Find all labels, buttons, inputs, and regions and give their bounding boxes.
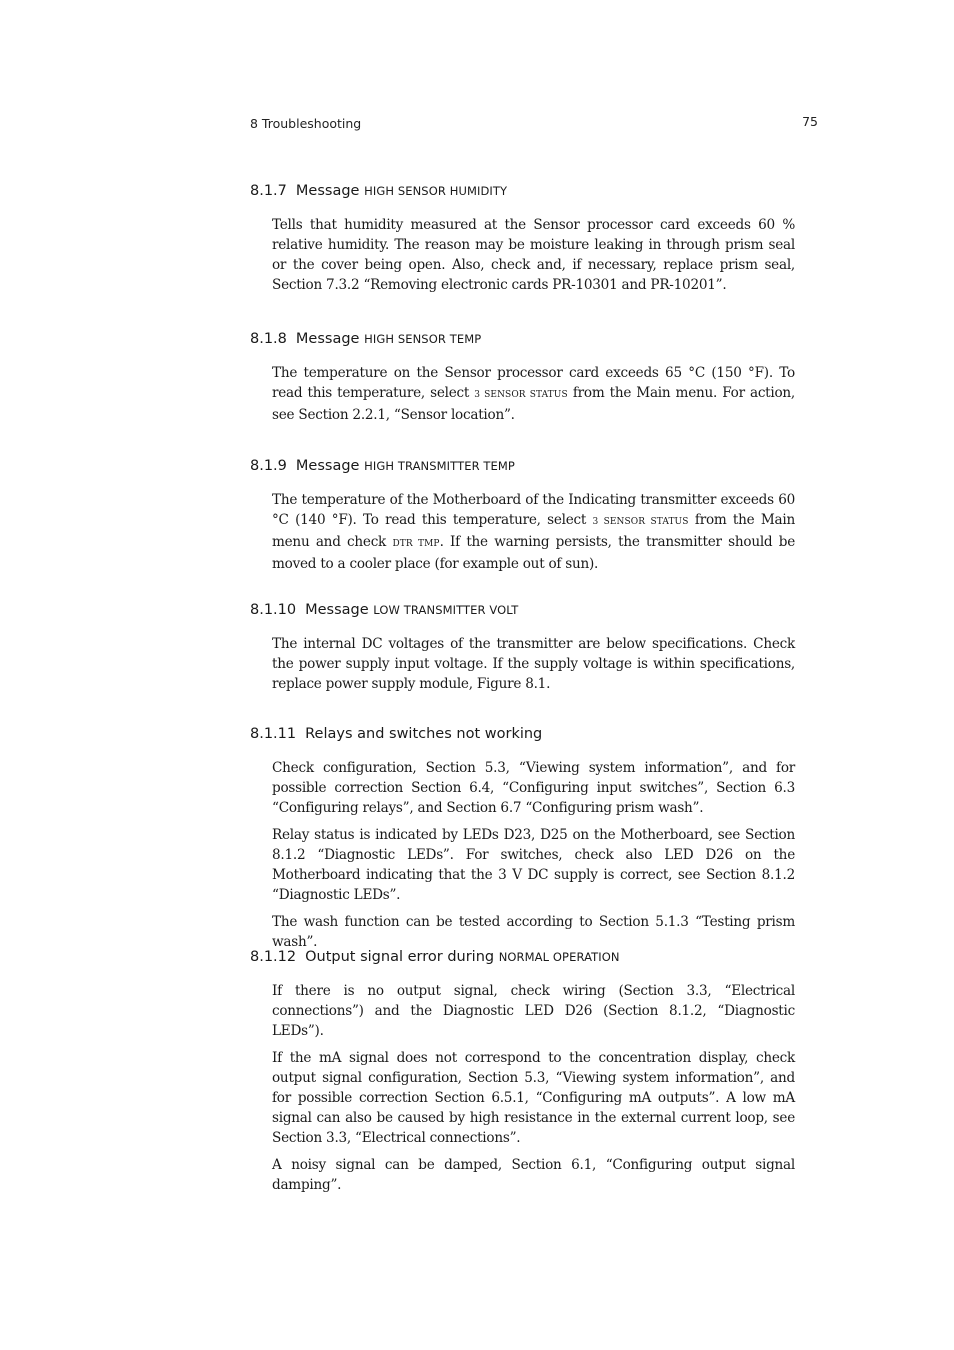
paragraph: Check configuration, Section 5.3, “Viewing system information”, and for possible correction Section 6.4, “Configuring input switches”, Section 6.3 “Configuring relays”, and Section 6.7 “Configuring prism wash”. — [272, 760, 795, 816]
text-run: The temperature of the Motherboard of the Indicating transmitter exceeds 60 °C (140 °F). To read this temperature, select — [272, 492, 795, 528]
text-run: . If the warning persists, the transmitter should be moved to a cooler place (for example out of sun). — [272, 534, 796, 572]
page-body — [250, 180, 795, 1202]
paragraph: If there is no output signal, check wiring (Section 3.3, “Electrical connections”) and the Diagnostic LED D26 (Section 8.1.2, “Diagnostic LEDs”). — [272, 983, 795, 1039]
section-heading — [250, 328, 795, 350]
section-8-1-12 — [250, 946, 795, 1195]
section-8-1-7 — [250, 180, 795, 328]
section-heading — [250, 723, 795, 745]
section-number: 8.1.12 — [250, 949, 297, 965]
section-8-1-8 — [250, 328, 795, 455]
section-number: 8.1.8 — [250, 331, 287, 347]
section-title: Message — [295, 331, 360, 347]
section-number: 8.1.9 — [250, 458, 287, 474]
section-title: Output signal error during — [305, 949, 495, 965]
page-number: 75 — [802, 114, 818, 129]
paragraph: Tells that humidity measured at the Sensor processor card exceeds 60 % relative humidity. The reason may be moisture leaking in through prism seal or the cover being open. Also, check and, if necessary, replace prism seal, Section 7.3.2 “Removing electronic cards PR-10301 and PR-10201”. — [272, 217, 795, 293]
section-heading — [250, 180, 795, 202]
section-number: 8.1.11 — [250, 726, 297, 742]
section-number: 8.1.10 — [250, 602, 297, 618]
section-number: 8.1.7 — [250, 183, 287, 199]
paragraph: The wash function can be tested according to Section 5.1.3 “Testing prism wash”. — [272, 914, 795, 950]
text-run: from the Main menu. For action, see Section 2.2.1, “Sensor location”. — [272, 385, 796, 423]
message-code: HIGH SENSOR TEMP — [364, 332, 482, 346]
text-run: The temperature on the Sensor processor card exceeds 65 °C (150 °F). To read this temperature, select — [272, 365, 795, 401]
section-title: Message — [295, 458, 360, 474]
message-code: LOW TRANSMITTER VOLT — [373, 603, 519, 617]
paragraph: The internal DC voltages of the transmitter are below specifications. Check the power supply input voltage. If the supply voltage is within specifications, replace power supply module, Figure 8.1. — [272, 636, 795, 692]
running-header — [250, 114, 818, 134]
paragraph: A noisy signal can be damped, Section 6.1, “Configuring output signal damping”. — [272, 1157, 795, 1193]
section-heading — [250, 599, 795, 621]
section-8-1-10 — [250, 599, 795, 723]
section-heading — [250, 946, 795, 968]
paragraph — [272, 363, 795, 425]
section-heading — [250, 455, 795, 477]
section-title: Message — [295, 183, 360, 199]
message-code: HIGH TRANSMITTER TEMP — [364, 459, 515, 473]
section-8-1-9 — [250, 455, 795, 599]
paragraph — [272, 490, 795, 574]
section-8-1-11 — [250, 723, 795, 950]
section-title: Message — [305, 602, 369, 618]
paragraph: Relay status is indicated by LEDs D23, D25 on the Motherboard, see Section 8.1.2 “Diagnostic LEDs”. For switches, check also LED D26 on the Motherboard indicating that the 3 V DC supply is correct, see Section 8.1.2 “Diagnostic LEDs”. — [272, 827, 795, 903]
message-code: NORMAL OPERATION — [498, 950, 620, 964]
text-run: from the Main menu and check — [272, 512, 795, 550]
paragraph: If the mA signal does not correspond to the concentration display, check output signal configuration, Section 5.3, “Viewing system information”, and for possible correction Section 6.5.1, “Configuring mA outputs”. A low mA signal can also be caused by high resistance in the external current loop, see Section 3.3, “Electrical connections”. — [272, 1050, 795, 1146]
message-code: HIGH SENSOR HUMIDITY — [364, 184, 508, 198]
chapter-title: 8 Troubleshooting — [250, 116, 362, 131]
menu-item-code: 3 SENSOR STATUS — [592, 517, 689, 527]
section-title: Relays and switches not working — [305, 726, 543, 742]
menu-item-code: 3 SENSOR STATUS — [474, 390, 568, 400]
status-field-code: DTR TMP — [392, 539, 440, 549]
